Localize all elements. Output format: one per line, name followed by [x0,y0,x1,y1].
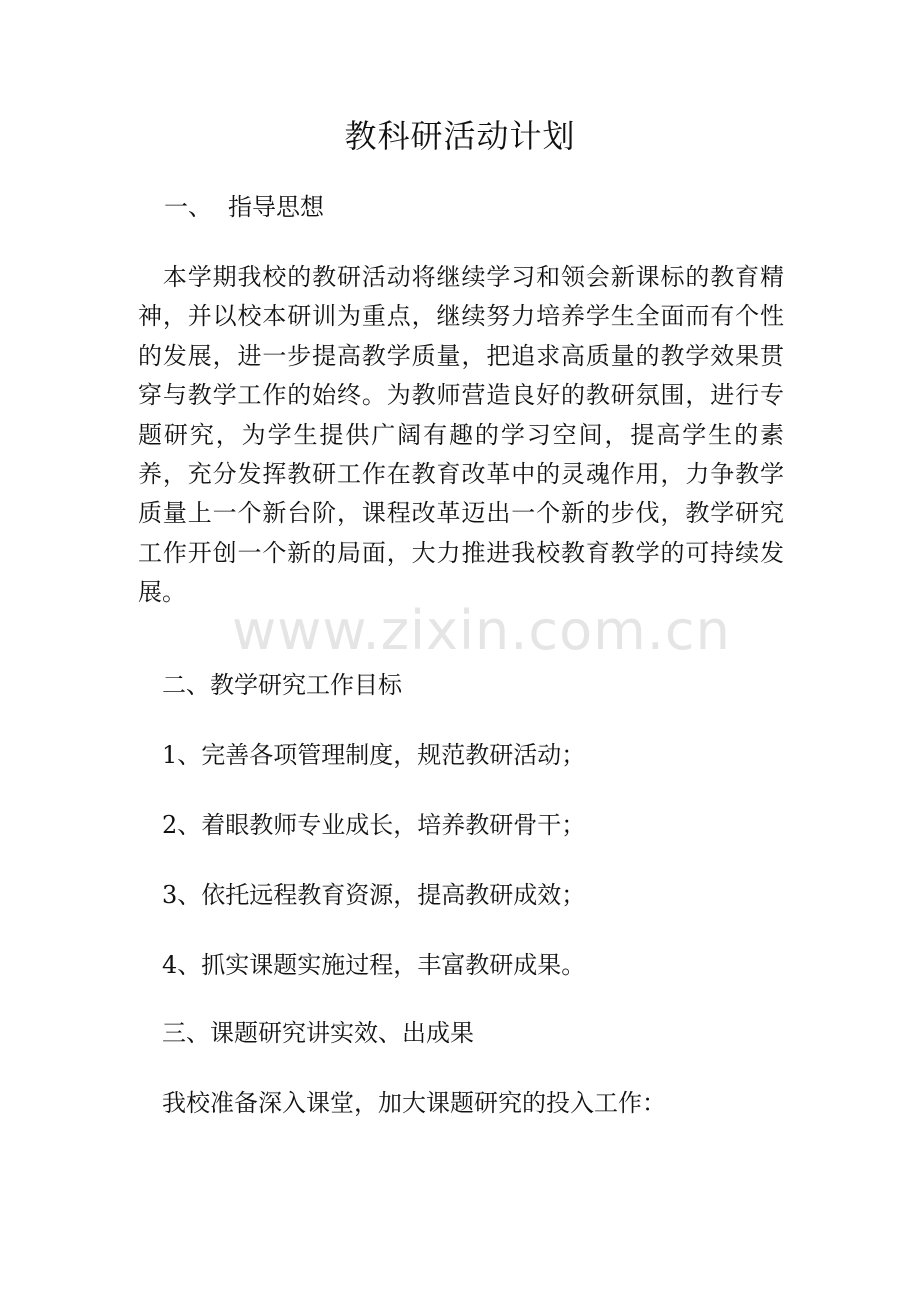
section-1-title: 指导思想 [228,193,324,221]
goal-item-1: 1、完善各项管理制度，规范教研活动； [162,741,586,769]
section-1-number: 一、 [164,193,212,221]
goal-item-4: 4、抓实课题实施过程，丰富教研成果。 [162,951,586,979]
section-2-heading: 二、教学研究工作目标 [162,671,402,699]
section-1-paragraph-text: 本学期我校的教研活动将继续学习和领会新课标的教育精神，并以校本研训为重点，继续努力培养学生全面而有个性的发展，进一步提高教学质量，把追求高质量的教学效果贯穿与教学工作的始终。为教师营造良好的教研氛围，进行专题研究，为学生提供广阔有趣的学习空间，提高学生的素养，充分发挥教研工作在教育改革中的灵魂作用，力争教学质量上一个新台阶，课程改革迈出一个新的步伐，教学研究工作开创一个新的局面，大力推进我校教育教学的可持续发展。 [138,263,784,607]
section-1-paragraph [138,258,784,613]
goal-item-2: 2、着眼教师专业成长，培养教研骨干； [162,811,586,839]
section-3-paragraph: 我校准备深入课堂，加大课题研究的投入工作： [162,1089,666,1117]
watermark-text: www.zixin.com.cn [232,599,731,662]
document-title: 教科研活动计划 [344,117,576,155]
section-1-heading [164,190,324,224]
goal-item-3: 3、依托远程教育资源，提高教研成效； [162,881,586,909]
section-3-heading: 三、课题研究讲实效、出成果 [162,1019,474,1047]
